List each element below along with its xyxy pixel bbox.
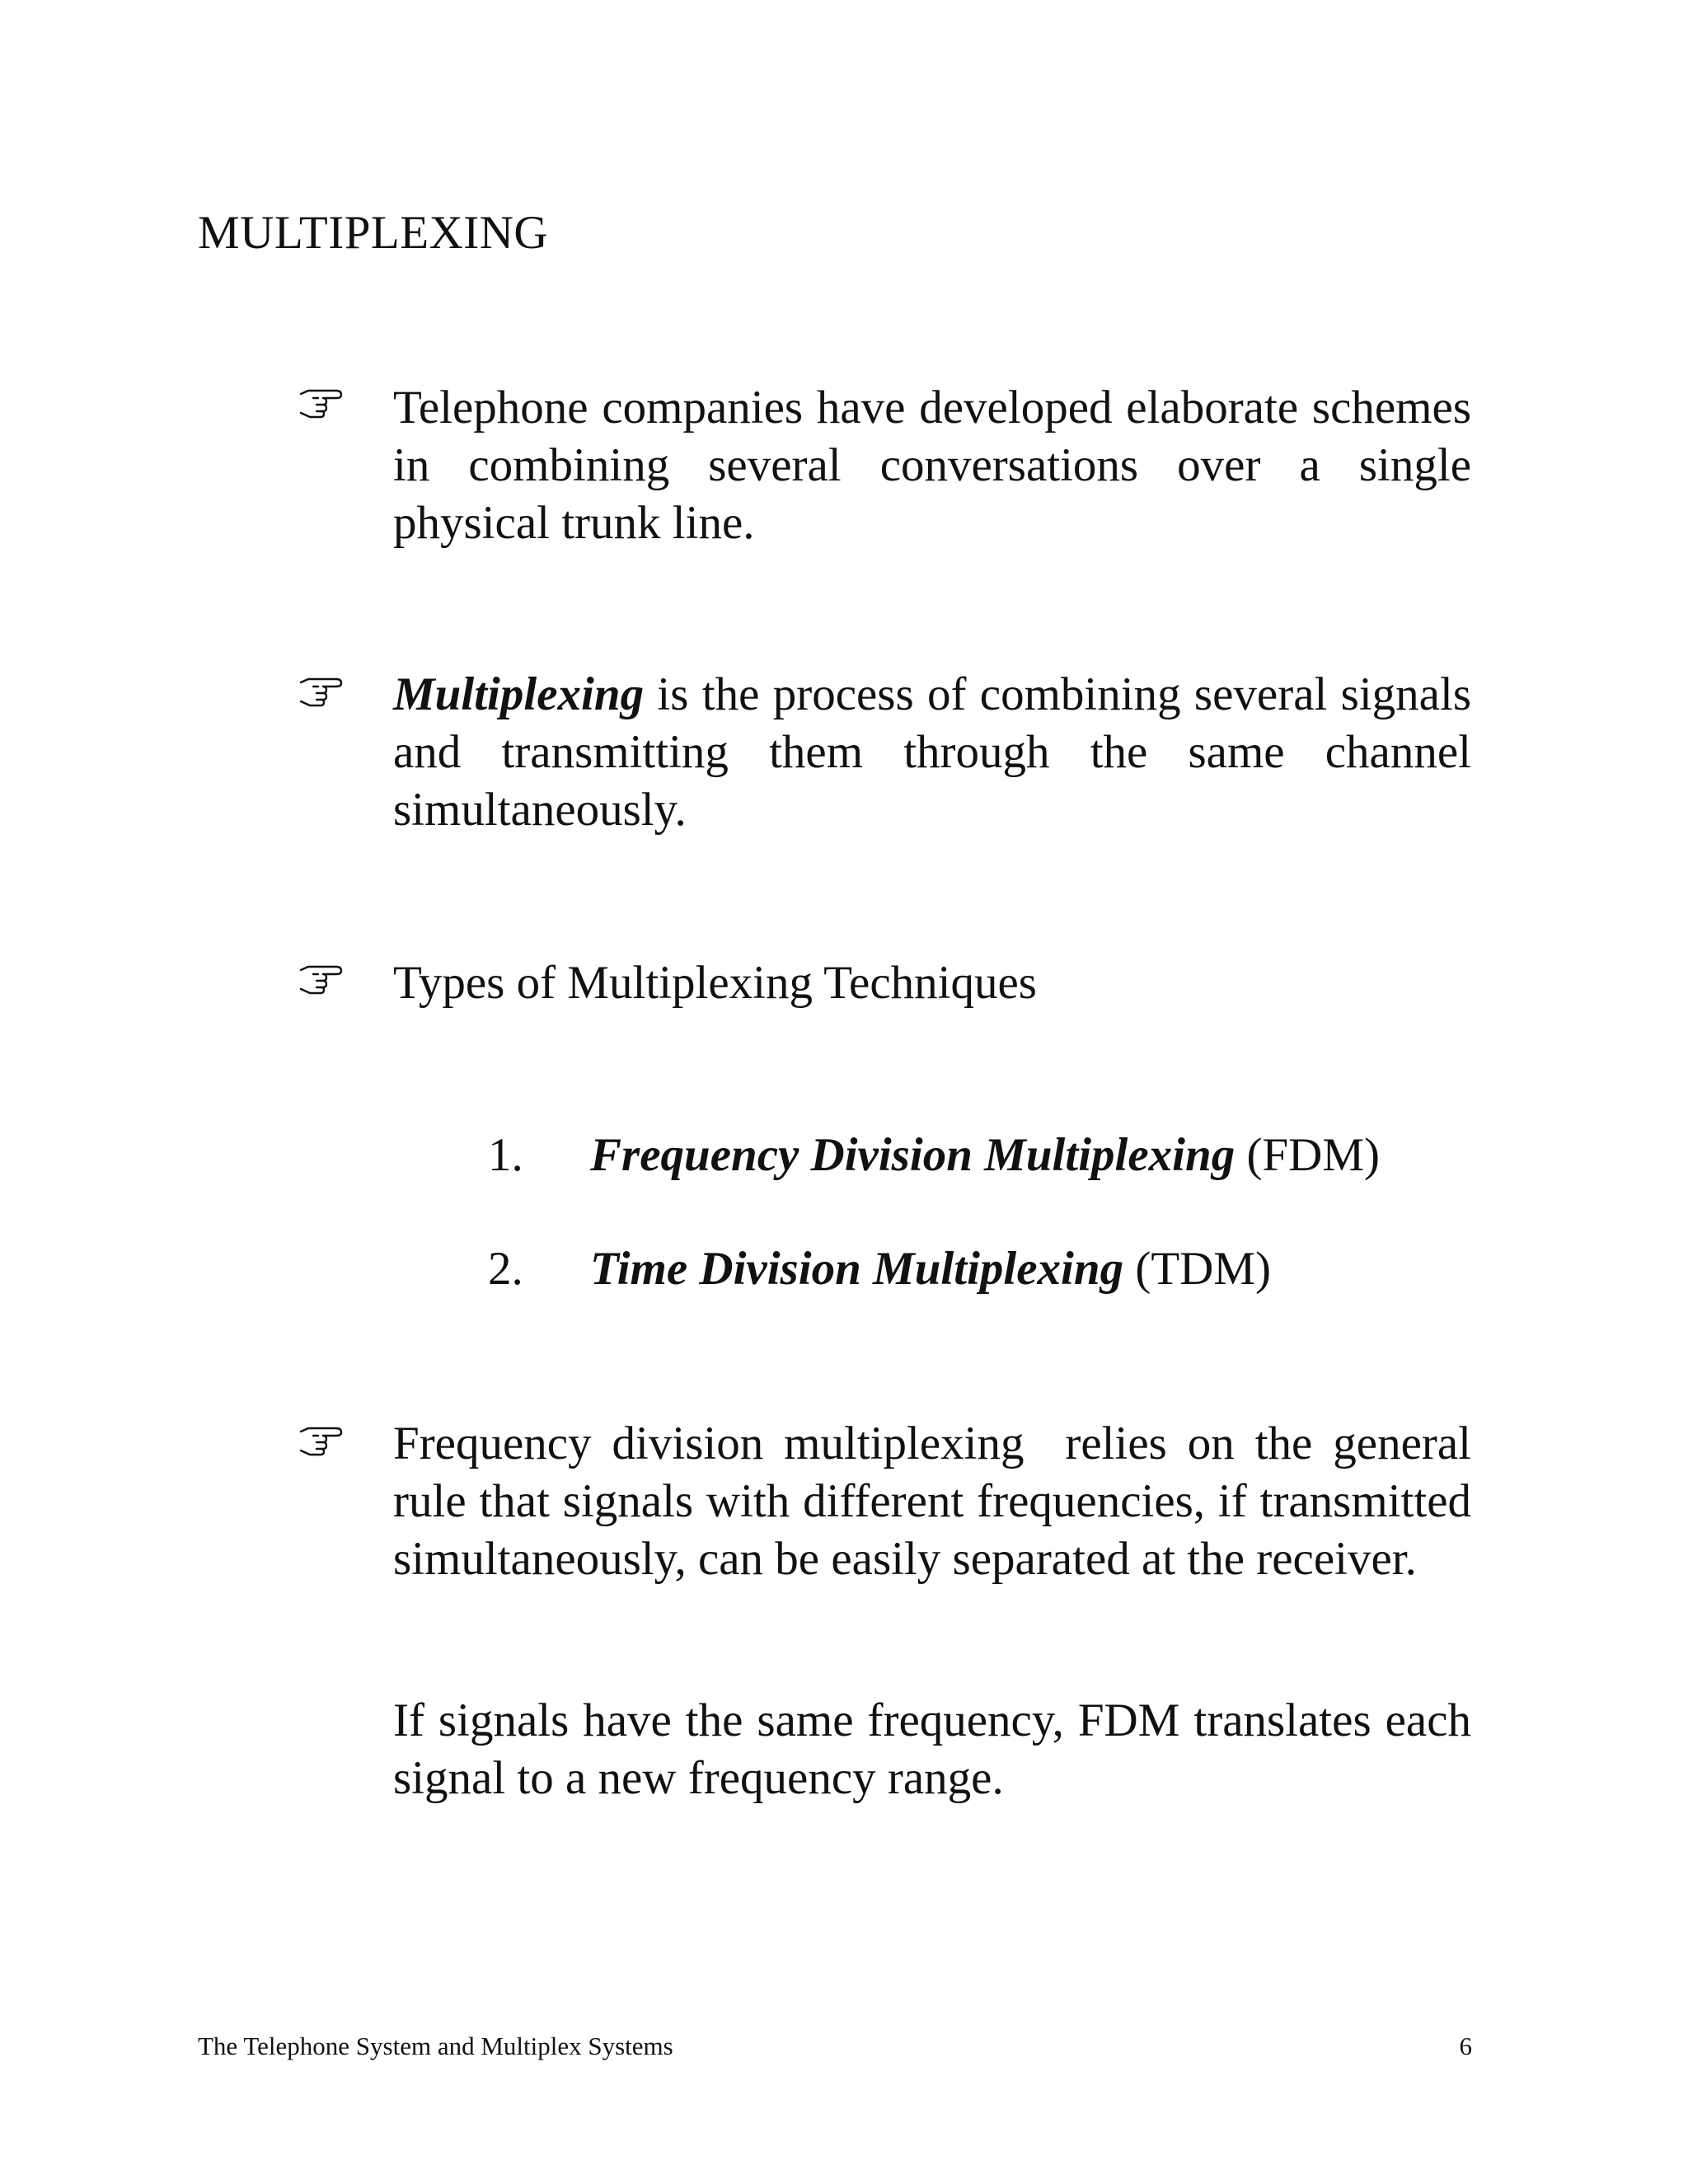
list-number: 2. bbox=[488, 1243, 523, 1295]
paragraph-fdm-translation: If signals have the same frequency, FDM translates each signal to a new frequency range. bbox=[393, 1694, 1471, 1804]
term-multiplexing: Multiplexing bbox=[393, 668, 645, 720]
footer-document-title: The Telephone System and Multiplex Systems bbox=[198, 2032, 673, 2060]
list-item-tdm bbox=[488, 1240, 1271, 1298]
paragraph-fdm-rule: Frequency division multiplexing relies on the general rule that signals with different frequencies, if transmitted simultaneously, can be easily separated at the receiver. bbox=[393, 1418, 1484, 1585]
technique-name: Time Division Multiplexing bbox=[590, 1243, 1124, 1295]
paragraph-multiplexing-definition bbox=[393, 666, 1471, 839]
technique-abbr: (TDM) bbox=[1123, 1243, 1271, 1295]
paragraph-trunk-line: Telephone companies have developed elaborate schemes in combining several conversations over a single physical trunk line. bbox=[393, 382, 1471, 549]
pointing-hand-icon bbox=[298, 386, 349, 419]
definition-text: is the process of combining several signals and transmitting them through the same channel simultaneously. bbox=[393, 668, 1471, 836]
paragraph-types-heading: Types of Multiplexing Techniques bbox=[393, 957, 1037, 1009]
technique-abbr: (FDM) bbox=[1235, 1129, 1380, 1181]
page-number: 6 bbox=[1459, 2032, 1472, 2060]
list-item-fdm bbox=[488, 1127, 1380, 1184]
technique-name: Frequency Division Multiplexing bbox=[590, 1129, 1236, 1181]
page-title: MULTIPLEXING bbox=[198, 207, 549, 259]
list-number: 1. bbox=[488, 1129, 523, 1181]
pointing-hand-icon bbox=[298, 1423, 349, 1456]
pointing-hand-icon bbox=[298, 674, 349, 707]
pointing-hand-icon bbox=[298, 962, 349, 995]
